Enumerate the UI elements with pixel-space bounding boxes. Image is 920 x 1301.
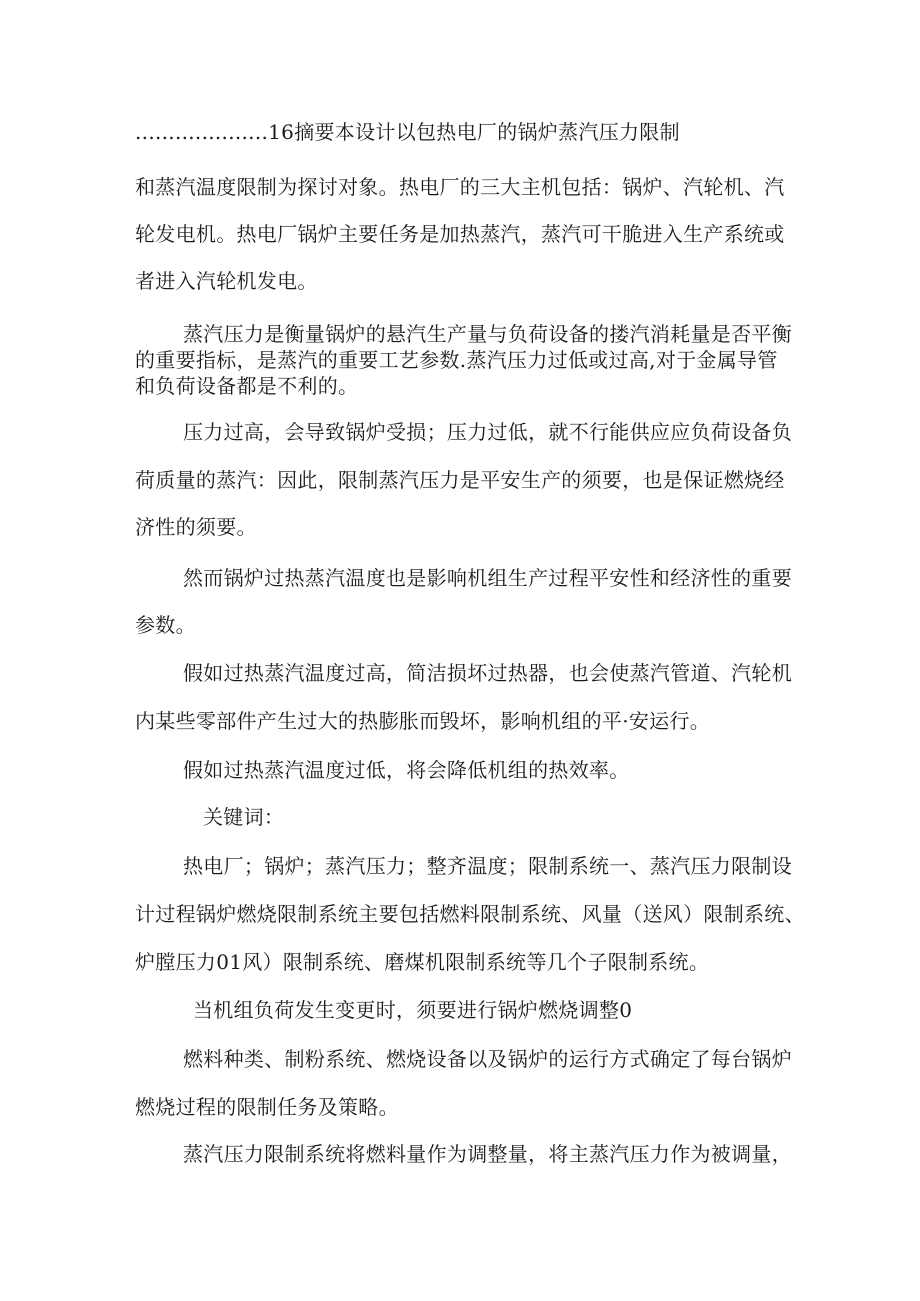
text-line: 的重要指标，是蒸汽的重要工艺参数.蒸汽压力过低或过高,对于金属导管 (135, 348, 778, 372)
text-line: ....................16摘要本设计以包热电厂的锅炉蒸汽压力限制 (135, 120, 680, 144)
text-line: 然而锅炉过热蒸汽温度也是影响机组生产过程平安性和经济性的重要 (183, 566, 792, 590)
text-line: 蒸汽压力是衡量锅炉的悬汽生产量与负荷设备的搂汽消耗量是否平衡 (183, 322, 792, 346)
text-line: 计过程锅炉燃烧限制系统主要包括燃料限制系统、风量（送风）限制系统、 (135, 902, 805, 926)
text-line: 压力过高，会导致锅炉受损；压力过低，就不行能供应应负荷设备负 (183, 420, 792, 444)
text-line: 热电厂；锅炉；蒸汽压力；整齐温度；限制系统一、蒸汽压力限制设 (183, 854, 792, 878)
text-line: 假如过热蒸汽温度过低，将会降低机组的热效率。 (183, 758, 630, 782)
text-line: 蒸汽压力限制系统将燃料量作为调整量，将主蒸汽压力作为被调量， (183, 1142, 792, 1166)
text-line: 荷质量的蒸汽：因此，限制蒸汽压力是平安生产的须要，也是保证燃烧经 (135, 468, 785, 492)
text-line: 燃烧过程的限制任务及策略。 (135, 1095, 399, 1119)
text-line: 当机组负荷发生变更时，须要进行锅炉燃烧调整0 (193, 998, 633, 1022)
text-line: 和负荷设备都是不利的。 (135, 374, 359, 398)
text-line: 和蒸汽温度限制为探讨对象。热电厂的三大主机包括：锅炉、汽轮机、汽 (135, 175, 785, 199)
text-line: 假如过热蒸汽温度过高，简洁损坏过热器，也会使蒸汽管道、汽轮机 (183, 661, 792, 685)
text-line: 炉膛压力01风）限制系统、磨煤机限制系统等几个子限制系统。 (135, 950, 710, 974)
text-line: 者进入汽轮机发电。 (135, 269, 318, 293)
text-line: 内某些零部件产生过大的热膨胀而毁坏，影响机组的平·安运行。 (135, 709, 711, 733)
text-line: 济性的须要。 (135, 515, 257, 539)
text-line: 参数。 (135, 613, 196, 637)
text-line: 轮发电机。热电厂锅炉主要任务是加热蒸汽，蒸汽可干脆进入生产系统或 (135, 222, 785, 246)
text-line: 燃料种类、制粉系统、燃烧设备以及锅炉的运行方式确定了每台锅炉 (183, 1047, 792, 1071)
keywords-heading: 关键词： (203, 805, 285, 829)
